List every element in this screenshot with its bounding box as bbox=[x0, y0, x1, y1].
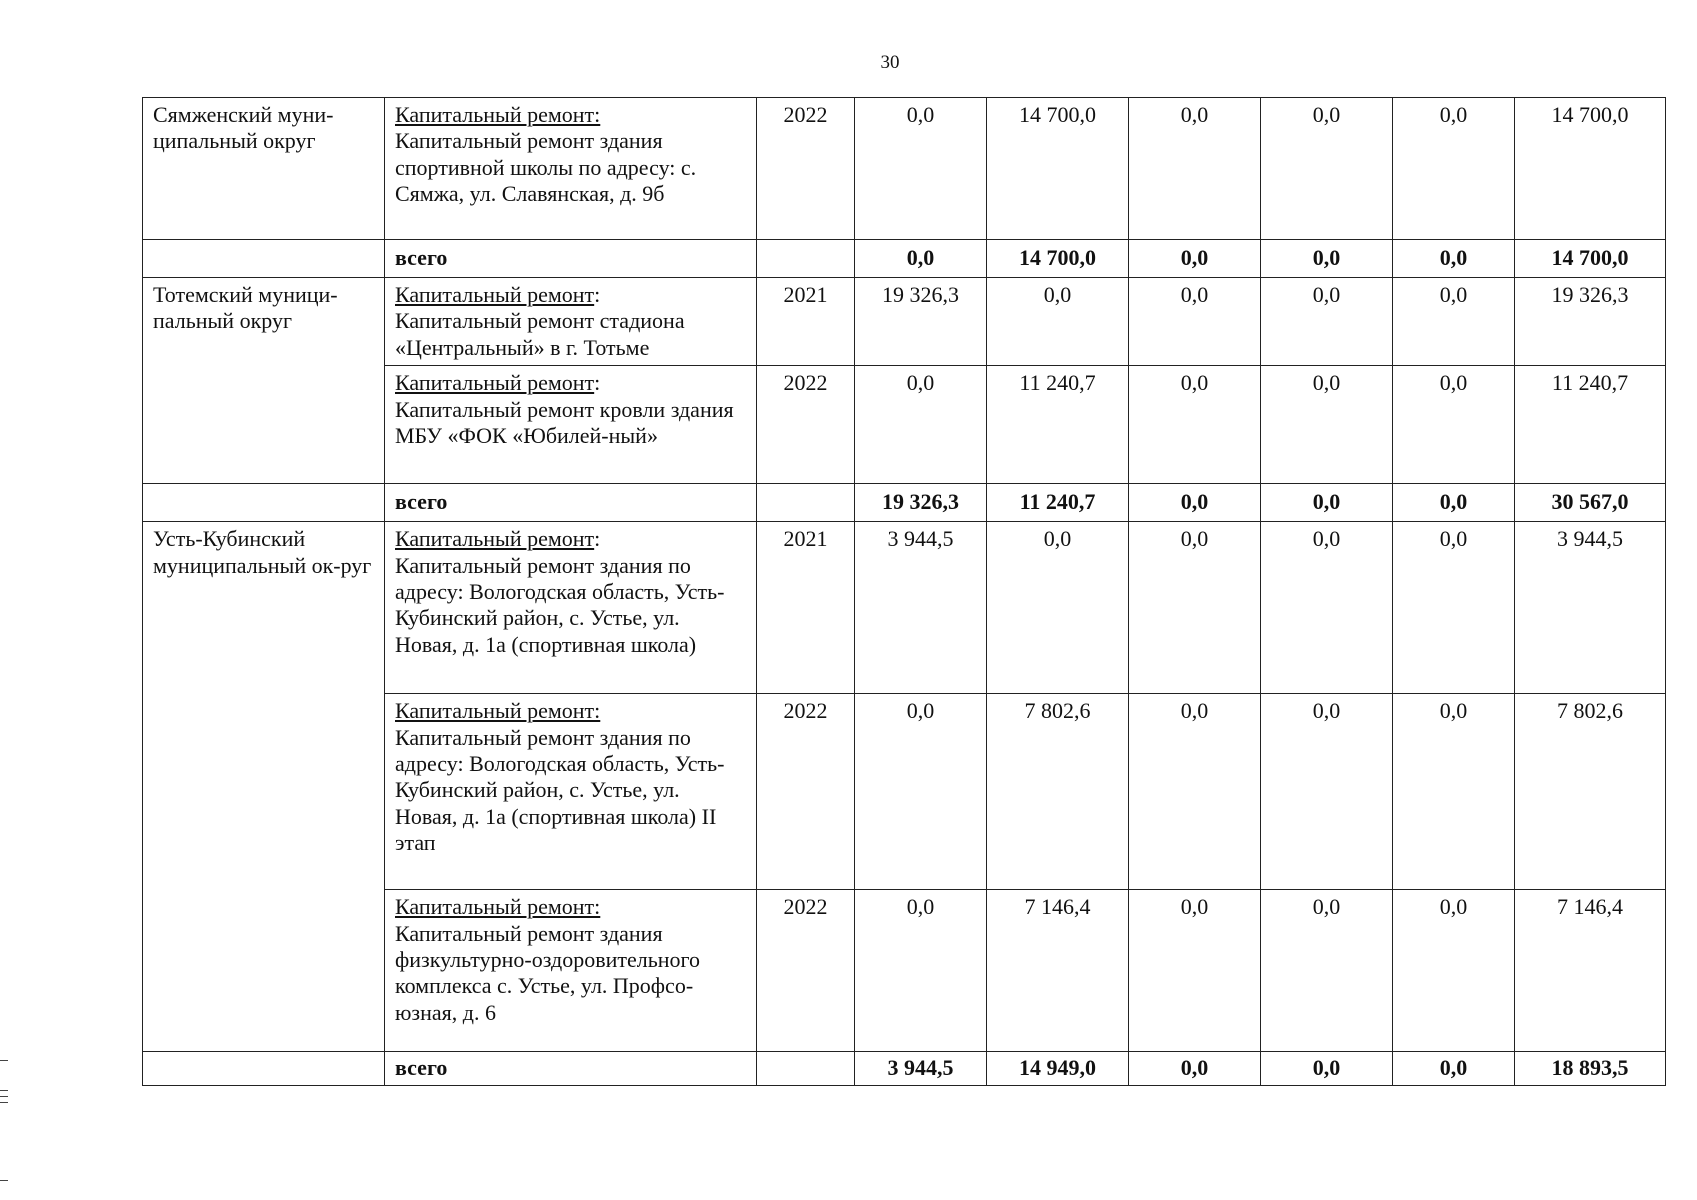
value-cell: 0,0 bbox=[1261, 694, 1393, 890]
empty-cell bbox=[757, 240, 855, 278]
value-cell: 0,0 bbox=[1393, 890, 1515, 1052]
value-cell: 0,0 bbox=[987, 278, 1129, 366]
total-label: всего bbox=[385, 484, 757, 522]
value-cell: 0,0 bbox=[1261, 890, 1393, 1052]
project-description-cell bbox=[385, 890, 757, 1052]
total-row bbox=[143, 484, 1666, 522]
scan-margin-mark bbox=[0, 1060, 8, 1061]
project-year: 2022 bbox=[757, 694, 855, 890]
project-year: 2021 bbox=[757, 522, 855, 694]
project-row bbox=[143, 98, 1666, 240]
value-cell: 7 146,4 bbox=[1515, 890, 1666, 1052]
project-kind: Капитальный ремонт: bbox=[395, 698, 601, 724]
value-cell: 0,0 bbox=[1129, 278, 1261, 366]
value-cell: 0,0 bbox=[1393, 694, 1515, 890]
value-cell: 7 802,6 bbox=[987, 694, 1129, 890]
total-value: 30 567,0 bbox=[1515, 484, 1666, 522]
empty-cell bbox=[143, 484, 385, 522]
value-cell: 0,0 bbox=[987, 522, 1129, 694]
value-cell: 19 326,3 bbox=[1515, 278, 1666, 366]
project-description: Капитальный ремонт здания по адресу: Вологодская область, Усть-Кубинский район, с. Устье, ул. Новая, д. 1а (спортивная школа) II этап bbox=[395, 724, 725, 856]
value-cell: 14 700,0 bbox=[1515, 98, 1666, 240]
value-cell: 0,0 bbox=[1393, 366, 1515, 484]
project-description: Капитальный ремонт здания спортивной школы по адресу: с. Сямжа, ул. Славянская, д. 9б bbox=[395, 128, 697, 207]
project-description-cell bbox=[385, 694, 757, 890]
total-value: 0,0 bbox=[1393, 484, 1515, 522]
funding-table bbox=[142, 97, 1666, 1086]
value-cell: 0,0 bbox=[1129, 366, 1261, 484]
value-cell: 14 700,0 bbox=[987, 98, 1129, 240]
value-cell: 0,0 bbox=[855, 890, 987, 1052]
empty-cell bbox=[757, 484, 855, 522]
empty-cell bbox=[143, 1052, 385, 1086]
total-value: 0,0 bbox=[1261, 484, 1393, 522]
project-year: 2021 bbox=[757, 278, 855, 366]
value-cell: 0,0 bbox=[1261, 278, 1393, 366]
value-cell: 0,0 bbox=[1261, 98, 1393, 240]
project-kind: Капитальный ремонт bbox=[395, 526, 595, 552]
value-cell: 0,0 bbox=[1393, 98, 1515, 240]
total-row bbox=[143, 1052, 1666, 1086]
value-cell: 3 944,5 bbox=[855, 522, 987, 694]
project-description-cell: Капитальный ремонт: Капитальный ремонт здания по адресу: Вологодская область, Усть-Кубинский район, с. Устье, ул. Новая, д. 1а (спортивная школа) bbox=[385, 522, 757, 694]
project-description-cell: Капитальный ремонт: Капитальный ремонт кровли здания МБУ «ФОК «Юбилей-ный» bbox=[385, 366, 757, 484]
value-cell: 0,0 bbox=[1129, 522, 1261, 694]
total-value: 0,0 bbox=[1393, 1052, 1515, 1086]
total-row bbox=[143, 240, 1666, 278]
total-value: 0,0 bbox=[1261, 240, 1393, 278]
total-value: 0,0 bbox=[855, 240, 987, 278]
project-kind: Капитальный ремонт: bbox=[395, 894, 601, 920]
project-description-cell: Капитальный ремонт: Капитальный ремонт стадиона «Центральный» в г. Тотьме bbox=[385, 278, 757, 366]
total-value: 14 700,0 bbox=[987, 240, 1129, 278]
project-kind: Капитальный ремонт bbox=[395, 282, 595, 307]
value-cell: 11 240,7 bbox=[1515, 366, 1666, 484]
district-name: Усть-Кубинский муниципальный ок-руг bbox=[143, 522, 385, 1052]
total-value: 0,0 bbox=[1129, 484, 1261, 522]
total-label: всего bbox=[385, 1052, 757, 1086]
value-cell: 0,0 bbox=[1261, 366, 1393, 484]
project-year: 2022 bbox=[757, 890, 855, 1052]
value-cell: 0,0 bbox=[855, 366, 987, 484]
value-cell: 7 146,4 bbox=[987, 890, 1129, 1052]
project-description: Капитальный ремонт здания по адресу: Вологодская область, Усть-Кубинский район, с. Устье, ул. Новая, д. 1а (спортивная школа) bbox=[395, 552, 725, 657]
total-value: 0,0 bbox=[1129, 1052, 1261, 1086]
project-kind: Капитальный ремонт bbox=[395, 370, 595, 396]
project-description: Капитальный ремонт стадиона «Центральный» в г. Тотьме bbox=[395, 308, 685, 360]
total-value: 11 240,7 bbox=[987, 484, 1129, 522]
value-cell: 7 802,6 bbox=[1515, 694, 1666, 890]
total-value: 14 700,0 bbox=[1515, 240, 1666, 278]
scan-margin-mark bbox=[0, 1102, 8, 1103]
scan-margin-mark bbox=[0, 1096, 8, 1097]
value-cell: 0,0 bbox=[1393, 522, 1515, 694]
project-description: Капитальный ремонт кровли здания МБУ «ФОК «Юбилей-ный» bbox=[395, 396, 734, 448]
project-description-cell bbox=[385, 98, 757, 240]
total-value: 3 944,5 bbox=[855, 1052, 987, 1086]
value-cell: 3 944,5 bbox=[1515, 522, 1666, 694]
project-kind: Капитальный ремонт: bbox=[395, 102, 601, 127]
total-value: 14 949,0 bbox=[987, 1052, 1129, 1086]
project-row bbox=[143, 278, 1666, 366]
project-year: 2022 bbox=[757, 366, 855, 484]
value-cell: 11 240,7 bbox=[987, 366, 1129, 484]
district-name: Тотемский муници-пальный округ bbox=[143, 278, 385, 484]
value-cell: 0,0 bbox=[1129, 98, 1261, 240]
project-year: 2022 bbox=[757, 98, 855, 240]
total-value: 0,0 bbox=[1393, 240, 1515, 278]
value-cell: 0,0 bbox=[1129, 890, 1261, 1052]
total-value: 18 893,5 bbox=[1515, 1052, 1666, 1086]
page-number: 30 bbox=[880, 52, 900, 73]
value-cell: 19 326,3 bbox=[855, 278, 987, 366]
project-row bbox=[143, 522, 1666, 694]
total-value: 0,0 bbox=[1261, 1052, 1393, 1086]
district-name: Сямженский муни-ципальный округ bbox=[143, 98, 385, 240]
value-cell: 0,0 bbox=[1261, 522, 1393, 694]
value-cell: 0,0 bbox=[1129, 694, 1261, 890]
empty-cell bbox=[143, 240, 385, 278]
scan-margin-mark bbox=[0, 1180, 8, 1181]
value-cell: 0,0 bbox=[1393, 278, 1515, 366]
value-cell: 0,0 bbox=[855, 694, 987, 890]
total-value: 19 326,3 bbox=[855, 484, 987, 522]
empty-cell bbox=[757, 1052, 855, 1086]
project-description: Капитальный ремонт здания физкультурно-оздоровительного комплекса с. Устье, ул. Профсо-юзная, д. 6 bbox=[395, 920, 701, 1025]
total-label: всего bbox=[385, 240, 757, 278]
value-cell: 0,0 bbox=[855, 98, 987, 240]
total-value: 0,0 bbox=[1129, 240, 1261, 278]
scan-margin-mark bbox=[0, 1090, 8, 1091]
